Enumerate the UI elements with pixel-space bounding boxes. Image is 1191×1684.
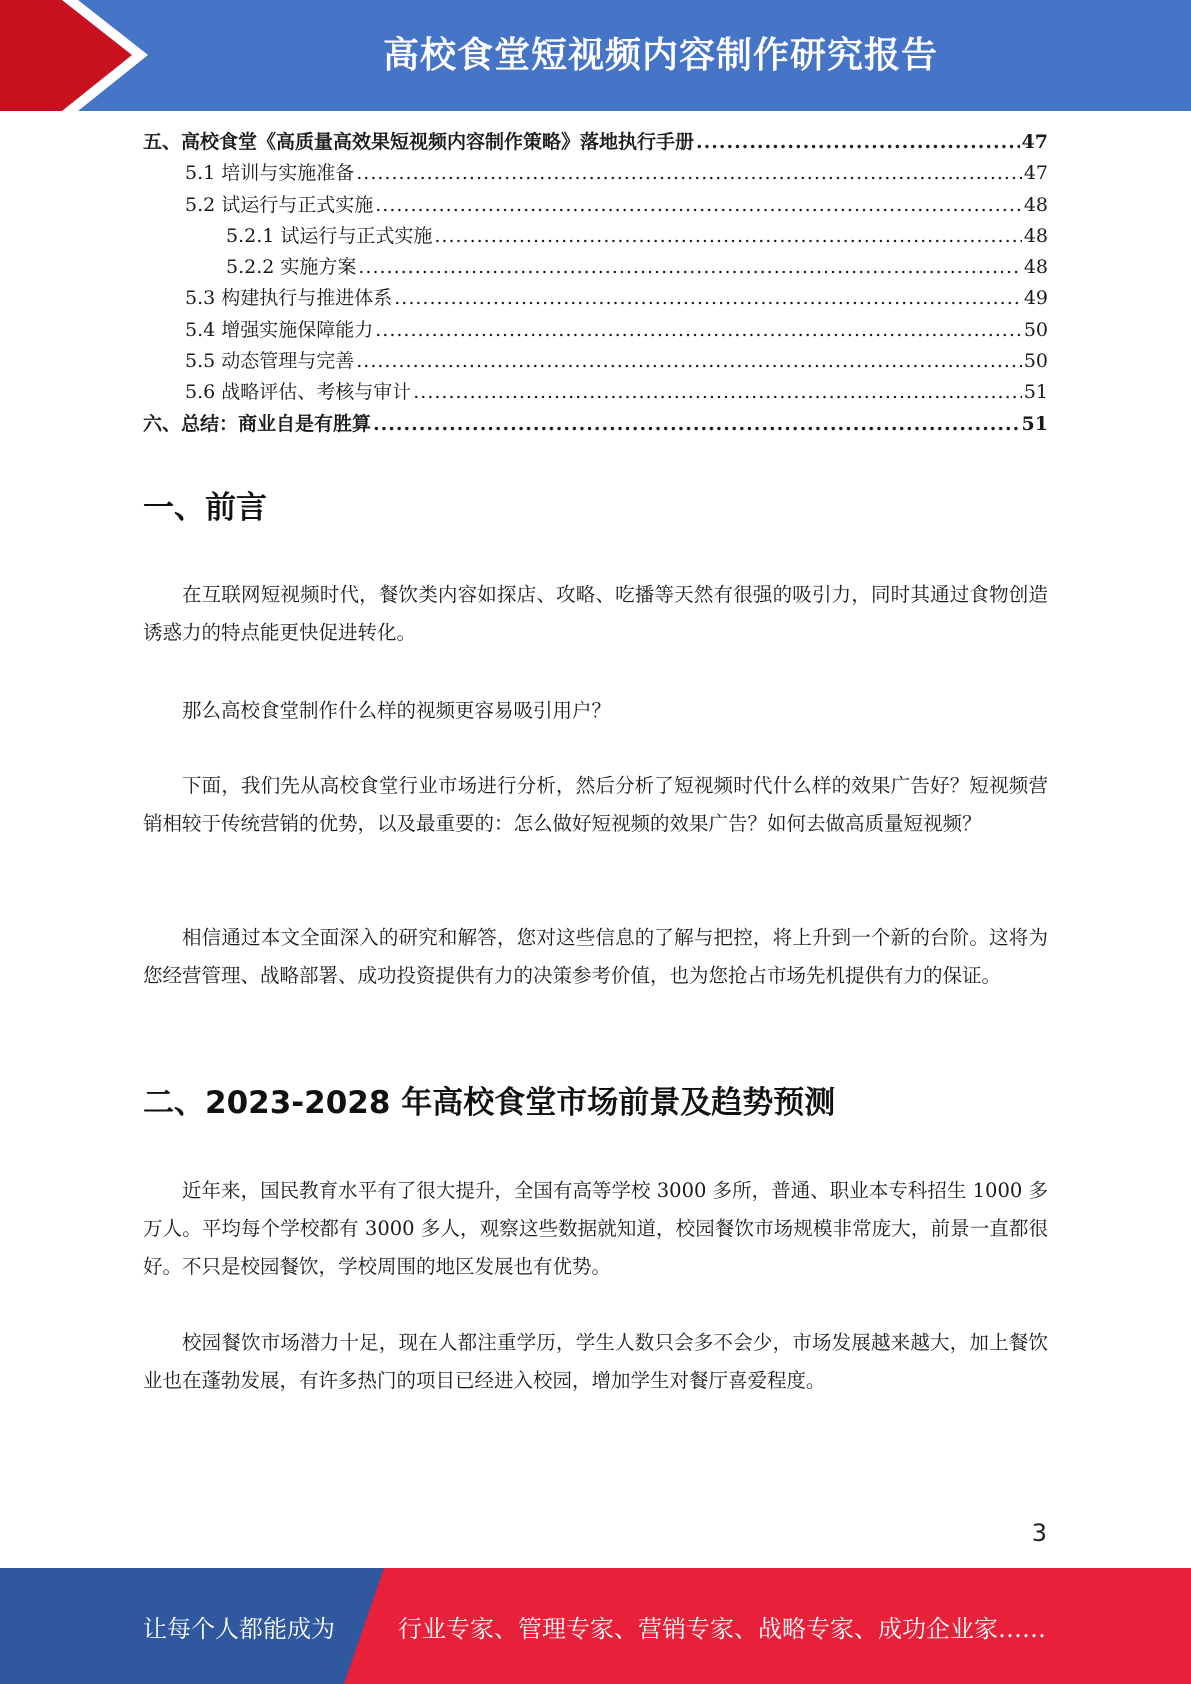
toc-leader-dots — [356, 346, 1022, 377]
toc-entry[interactable] — [143, 315, 1048, 346]
toc-leader-dots — [413, 377, 1022, 408]
toc-entry-title: 5.1 培训与实施准备 — [185, 162, 355, 185]
toc-entry-title: 5.6 战略评估、考核与审计 — [185, 381, 412, 404]
toc-leader-dots — [358, 252, 1021, 283]
section-heading-market-forecast: 二、2023-2028 年高校食堂市场前景及趋势预测 — [143, 1085, 836, 1121]
toc-entry-page: 51 — [1021, 412, 1048, 435]
toc-entry[interactable] — [143, 283, 1048, 314]
body-paragraph: 那么高校食堂制作什么样的视频更容易吸引用户？ — [182, 699, 612, 722]
toc-entry[interactable] — [143, 346, 1048, 377]
toc-entry[interactable] — [143, 158, 1048, 189]
toc-entry-page: 48 — [1023, 193, 1048, 216]
toc-entry-title: 六、总结：商业自是有胜算 — [143, 412, 372, 435]
toc-entry[interactable] — [143, 252, 1048, 283]
footer-slogan-left: 让每个人都能成为 — [143, 1614, 335, 1643]
footer-slogan-right: 行业专家、管理专家、营销专家、战略专家、成功企业家…… — [398, 1614, 1046, 1643]
toc-entry-title: 5.3 构建执行与推进体系 — [185, 287, 393, 310]
toc-leader-dots — [375, 315, 1022, 346]
toc-entry-page: 49 — [1023, 287, 1048, 310]
body-paragraph: 近年来，国民教育水平有了很大提升，全国有高等学校 3000 多所，普通、职业本专科招生 1000 多万人。平均每个学校都有 3000 多人，观察这些数据就知道，校园餐饮市场规模非常庞大，前景一直都很好。不只是校园餐饮，学校周围的地区发展也有优势。 — [143, 1179, 1048, 1278]
body-paragraph: 下面，我们先从高校食堂行业市场进行分析，然后分析了短视频时代什么样的效果广告好？短视频营销相较于传统营销的优势，以及最重要的：怎么做好短视频的效果广告？如何去做高质量短视频？ — [143, 774, 1048, 835]
toc-leader-dots — [373, 409, 1020, 440]
toc-entry-page: 47 — [1021, 131, 1048, 153]
toc-entry-title: 5.2.1 试运行与正式实施 — [226, 224, 433, 247]
toc-leader-dots — [696, 127, 1020, 158]
section-heading-preface: 一、前言 — [143, 490, 267, 526]
toc-entry-title: 五、高校食堂《高质量高效果短视频内容制作策略》落地执行手册 — [143, 131, 695, 153]
toc-entry-page: 48 — [1023, 256, 1048, 279]
toc-entry[interactable] — [143, 377, 1048, 408]
toc-entry[interactable] — [143, 127, 1048, 158]
footer-banner — [0, 1568, 1191, 1684]
header-banner — [0, 0, 1191, 111]
toc-leader-dots — [394, 283, 1022, 314]
toc-entry[interactable] — [143, 221, 1048, 252]
page-number: 3 — [1031, 1519, 1047, 1547]
toc-entry-title: 5.5 动态管理与完善 — [185, 350, 355, 373]
toc-entry-page: 48 — [1023, 224, 1048, 247]
body-paragraph: 校园餐饮市场潜力十足，现在人都注重学历，学生人数只会多不会少，市场发展越来越大，加上餐饮业也在蓬勃发展，有许多热门的项目已经进入校园，增加学生对餐厅喜爱程度。 — [143, 1331, 1048, 1392]
toc-entry[interactable] — [143, 409, 1048, 440]
toc-entry-title: 5.4 增强实施保障能力 — [185, 318, 374, 341]
toc-entry-page: 50 — [1023, 318, 1048, 341]
header-title: 高校食堂短视频内容制作研究报告 — [382, 34, 938, 76]
toc-entry-title: 5.2.2 实施方案 — [226, 256, 357, 279]
body-paragraph: 相信通过本文全面深入的研究和解答，您对这些信息的了解与把控，将上升到一个新的台阶。这将为您经营管理、战略部署、成功投资提供有力的决策参考价值，也为您抢占市场先机提供有力的保证。 — [143, 926, 1048, 987]
toc-entry-title: 5.2 试运行与正式实施 — [185, 193, 374, 216]
toc-entry[interactable] — [143, 190, 1048, 221]
toc-leader-dots — [356, 158, 1022, 189]
toc-entry-page: 51 — [1023, 381, 1048, 404]
toc-entry-page: 47 — [1023, 162, 1048, 185]
table-of-contents — [143, 127, 1048, 440]
toc-entry-page: 50 — [1023, 350, 1048, 373]
toc-leader-dots — [375, 190, 1022, 221]
body-paragraph: 在互联网短视频时代，餐饮类内容如探店、攻略、吃播等天然有很强的吸引力，同时其通过食物创造诱惑力的特点能更快促进转化。 — [143, 583, 1048, 644]
toc-leader-dots — [434, 221, 1021, 252]
